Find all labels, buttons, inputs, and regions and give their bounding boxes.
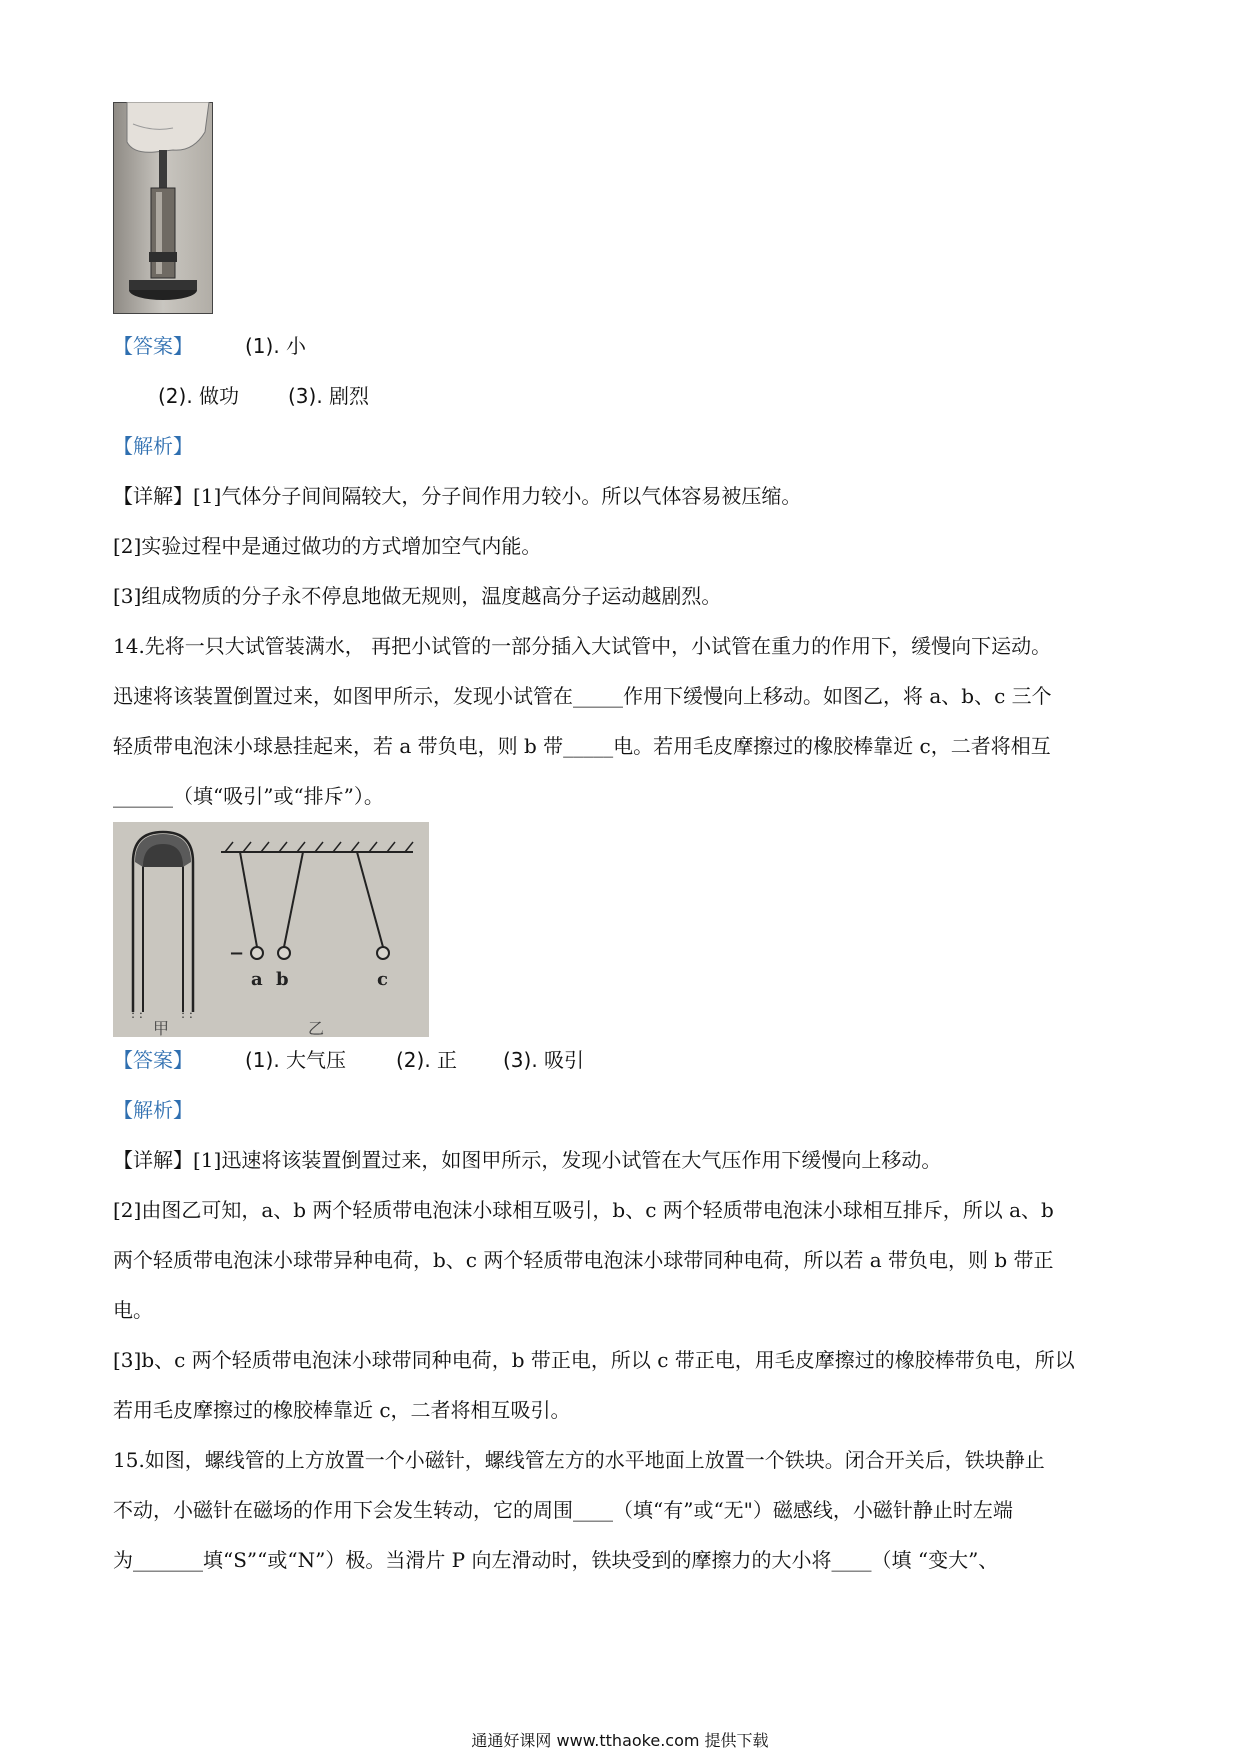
- figure-jia-label: 甲: [153, 1019, 170, 1037]
- detail-line: [3]组成物质的分子永不停息地做无规则，温度越高分子运动越剧烈。: [113, 584, 722, 608]
- page-footer: 通通好课网 www.tthaoke.com 提供下载: [471, 1731, 769, 1750]
- answer-item: (2). 做功: [158, 384, 240, 408]
- question-line: 迅速将该装置倒置过来，如图甲所示，发现小试管在_____作用下缓慢向上移动。如图乙，将 a、b、c 三个: [113, 684, 1052, 708]
- detail-line: 【详解】[1]气体分子间间隔较大，分子间作用力较小。所以气体容易被压缩。: [113, 484, 802, 508]
- detail-line: [2]实验过程中是通过做功的方式增加空气内能。: [113, 534, 542, 558]
- label-c: c: [377, 969, 388, 990]
- question-line: 15.如图，螺线管的上方放置一个小磁针，螺线管左方的水平地面上放置一个铁块。闭合开关后，铁块静止: [113, 1448, 1045, 1472]
- question-line: ______（填“吸引”或“排斥”）。: [113, 784, 384, 808]
- detail-line: 若用毛皮摩擦过的橡胶棒靠近 c，二者将相互吸引。: [113, 1398, 571, 1422]
- answer-item: (2). 正: [396, 1048, 458, 1072]
- ball-b: [278, 947, 290, 959]
- analysis-tag: 【解析】: [113, 1098, 193, 1122]
- svg-text:: :: : :: [181, 1007, 193, 1021]
- detail-line: [2]由图乙可知，a、b 两个轻质带电泡沫小球相互吸引，b、c 两个轻质带电泡沫小球相互排斥，所以 a、b: [113, 1198, 1054, 1222]
- question-line: 为_______填“S”“或“N”）极。当滑片 P 向左滑动时，铁块受到的摩擦力的大小将____（填 “变大”、: [113, 1548, 999, 1572]
- label-b: b: [276, 969, 289, 990]
- question-line: 不动，小磁针在磁场的作用下会发生转动，它的周围____（填“有”或“无"）磁感线，小磁针静止时左端: [113, 1498, 1013, 1522]
- question-line: 轻质带电泡沫小球悬挂起来，若 a 带负电，则 b 带_____电。若用毛皮摩擦过的橡胶棒靠近 c，二者将相互: [113, 734, 1051, 758]
- tubes-and-balls-figure: [113, 822, 429, 1037]
- answer-item: (3). 剧烈: [288, 384, 370, 408]
- detail-line: 【详解】[1]迅速将该装置倒置过来，如图甲所示，发现小试管在大气压作用下缓慢向上移动。: [113, 1148, 942, 1172]
- syringe-photo: [113, 102, 213, 314]
- question-line: 14.先将一只大试管装满水， 再把小试管的一部分插入大试管中，小试管在重力的作用下，缓慢向下运动。: [113, 634, 1052, 658]
- answer-item: (1). 大气压: [245, 1048, 347, 1072]
- detail-tag: 【详解】: [113, 1148, 193, 1172]
- figure-yi-label: 乙: [308, 1019, 325, 1037]
- detail-tag: 【详解】: [113, 484, 193, 508]
- minus-label: −: [229, 943, 245, 964]
- svg-text:: :: : :: [131, 1007, 143, 1021]
- ball-a: [251, 947, 263, 959]
- answer-item: (3). 吸引: [503, 1048, 585, 1072]
- label-a: a: [251, 969, 263, 990]
- answer-tag: 【答案】: [113, 1048, 193, 1072]
- ball-c: [377, 947, 389, 959]
- detail-line: 两个轻质带电泡沫小球带异种电荷，b、c 两个轻质带电泡沫小球带同种电荷，所以若 a 带负电，则 b 带正: [113, 1248, 1054, 1272]
- answer-tag: 【答案】: [113, 334, 193, 358]
- detail-line: [3]b、c 两个轻质带电泡沫小球带同种电荷，b 带正电，所以 c 带正电，用毛皮摩擦过的橡胶棒带负电，所以: [113, 1348, 1075, 1372]
- answer-item: (1). 小: [245, 334, 307, 358]
- analysis-tag: 【解析】: [113, 434, 193, 458]
- detail-line: 电。: [113, 1298, 153, 1322]
